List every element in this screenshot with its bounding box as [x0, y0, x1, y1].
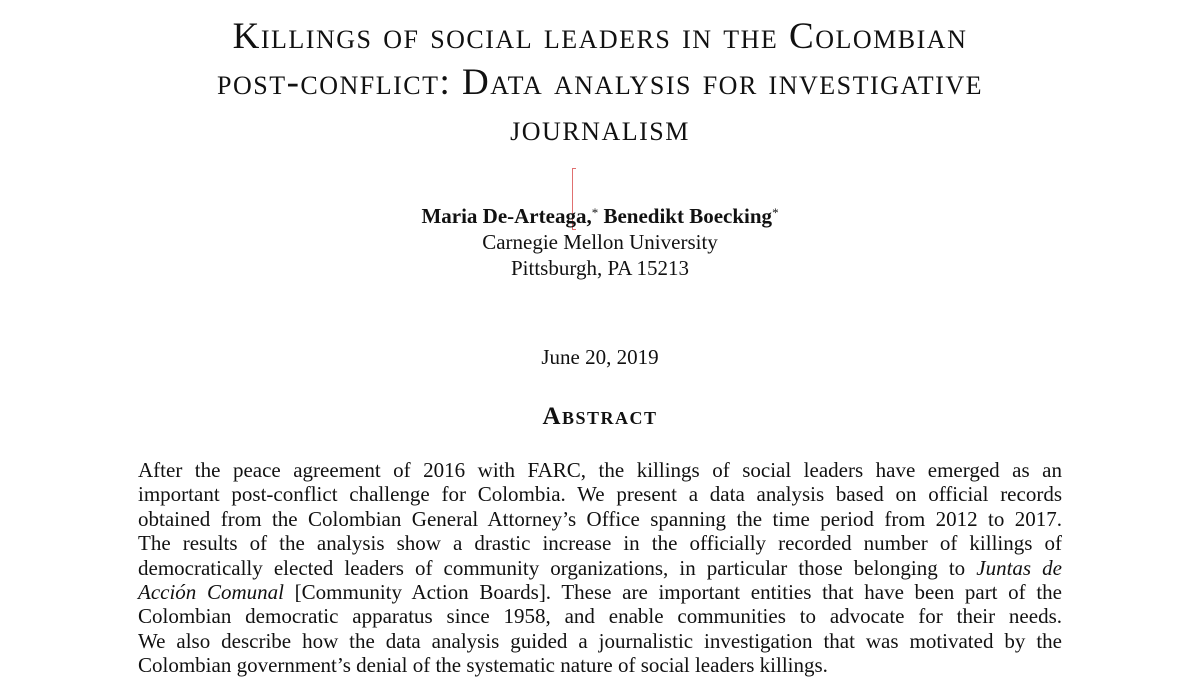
abstract-heading: Abstract	[542, 403, 658, 430]
author-block	[200, 203, 1000, 281]
title-line-2: post-conflict: Data analysis for investigative	[217, 62, 983, 103]
title-line-3: journalism	[510, 108, 690, 149]
abstract-line	[138, 556, 1062, 580]
abstract-text: After the peace agreement of 2016 with FARC, the killings of social leaders have emerged as an	[138, 458, 1062, 482]
abstract-line	[138, 629, 1062, 653]
abstract-line	[138, 653, 1062, 677]
title-line-1: Killings of social leaders in the Colombian	[232, 16, 968, 57]
abstract-text: We also describe how the data analysis guided a journalistic investigation that was motivated by the	[138, 628, 1062, 653]
abstract-text: The results of the analysis show a drastic increase in the officially recorded number of killings of	[138, 531, 1062, 556]
paper-title	[100, 14, 1100, 152]
abstract-italic-text: Acción Comunal	[138, 580, 284, 605]
author-names	[200, 203, 1000, 229]
paper-date: June 20, 2019	[541, 345, 659, 369]
abstract-text: obtained from the Colombian General Attorney’s Office spanning the time period from 2012 to 2017.	[138, 506, 1062, 531]
author-name-1: Maria De-Arteaga,	[421, 204, 592, 228]
abstract-line	[138, 507, 1062, 531]
author-mark-2: *	[772, 205, 779, 220]
abstract-text: Colombian democratic apparatus since 1958, and enable communities to advocate for their needs.	[138, 604, 1062, 629]
abstract-text: Colombian government’s denial of the systematic nature of social leaders killings.	[138, 653, 828, 678]
abstract-text: [Community Action Boards]. These are important entities that have been part of the	[283, 580, 1063, 605]
affiliation: Carnegie Mellon University	[482, 230, 718, 254]
abstract-italic-text: Juntas de	[976, 555, 1063, 580]
abstract-line	[138, 458, 1062, 482]
abstract-line	[138, 580, 1062, 604]
address: Pittsburgh, PA 15213	[511, 256, 689, 280]
author-mark-1: *	[591, 205, 599, 220]
abstract-line	[138, 482, 1062, 506]
abstract-text: democratically elected leaders of community organizations, in particular those belonging to	[138, 555, 977, 580]
abstract-line	[138, 531, 1062, 555]
abstract-line	[138, 604, 1062, 628]
abstract-body	[138, 458, 1062, 678]
author-name-2: Benedikt Boecking	[603, 204, 773, 228]
abstract-text: important post-conflict challenge for Colombia. We present a data analysis based on official records	[138, 482, 1062, 507]
